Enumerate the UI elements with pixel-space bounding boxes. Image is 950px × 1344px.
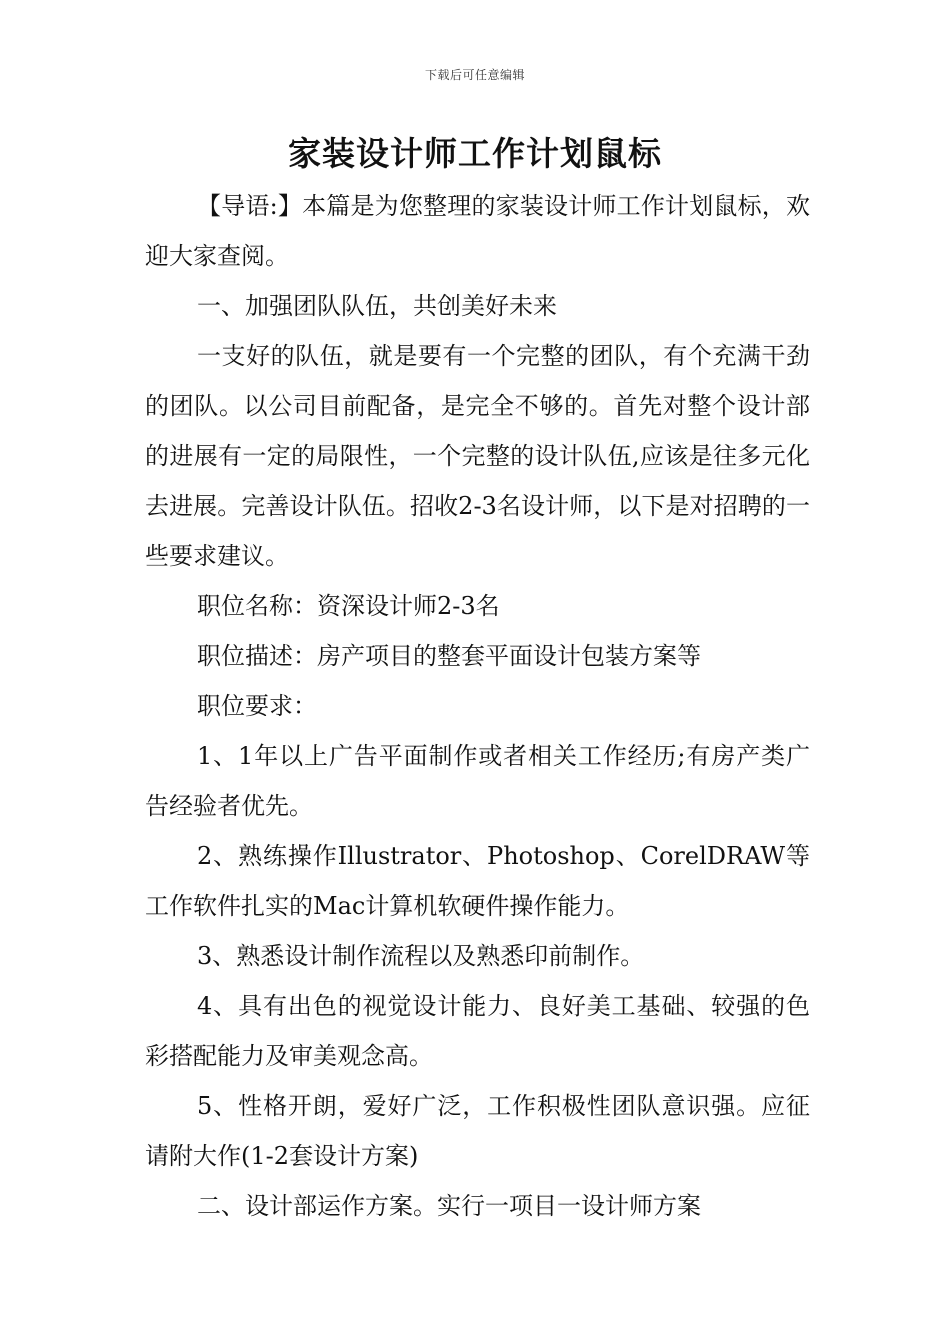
job-title-line: 职位名称：资深设计师2-3名	[197, 592, 500, 620]
requirement-item-4: 4、具有出色的视觉设计能力、良好美工基础、较强的色彩搭配能力及审美观念高。	[145, 992, 810, 1070]
intro-paragraph: 【导语:】本篇是为您整理的家装设计师工作计划鼠标，欢迎大家查阅。	[145, 192, 810, 270]
section-heading-1: 一、加强团队队伍，共创美好未来	[197, 292, 557, 320]
requirement-item-5: 5、性格开朗，爱好广泛，工作积极性团队意识强。应征请附大作(1-2套设计方案)	[145, 1092, 810, 1170]
requirement-item-2: 2、熟练操作Illustrator、Photoshop、CorelDRAW等工作软件扎实的Mac计算机软硬件操作能力。	[145, 842, 810, 920]
header-note: 下载后可任意编辑	[424, 68, 525, 82]
job-description-line: 职位描述：房产项目的整套平面设计包装方案等	[197, 642, 701, 670]
section-heading-2: 二、设计部运作方案。实行一项目一设计师方案	[197, 1192, 701, 1220]
document-body	[145, 181, 810, 1231]
requirement-item-3: 3、熟悉设计制作流程以及熟悉印前制作。	[197, 942, 645, 970]
body-paragraph: 一支好的队伍，就是要有一个完整的团队，有个充满干劲的团队。以公司目前配备，是完全不够的。首先对整个设计部的进展有一定的局限性，一个完整的设计队伍,应该是往多元化去进展。完善设计队伍。招收2-3名设计师，以下是对招聘的一些要求建议。	[145, 342, 810, 570]
requirement-item-1: 1、1年以上广告平面制作或者相关工作经历;有房产类广告经验者优先。	[145, 742, 810, 820]
job-requirements-heading: 职位要求：	[197, 692, 317, 720]
document-title: 家装设计师工作计划鼠标	[288, 134, 662, 173]
